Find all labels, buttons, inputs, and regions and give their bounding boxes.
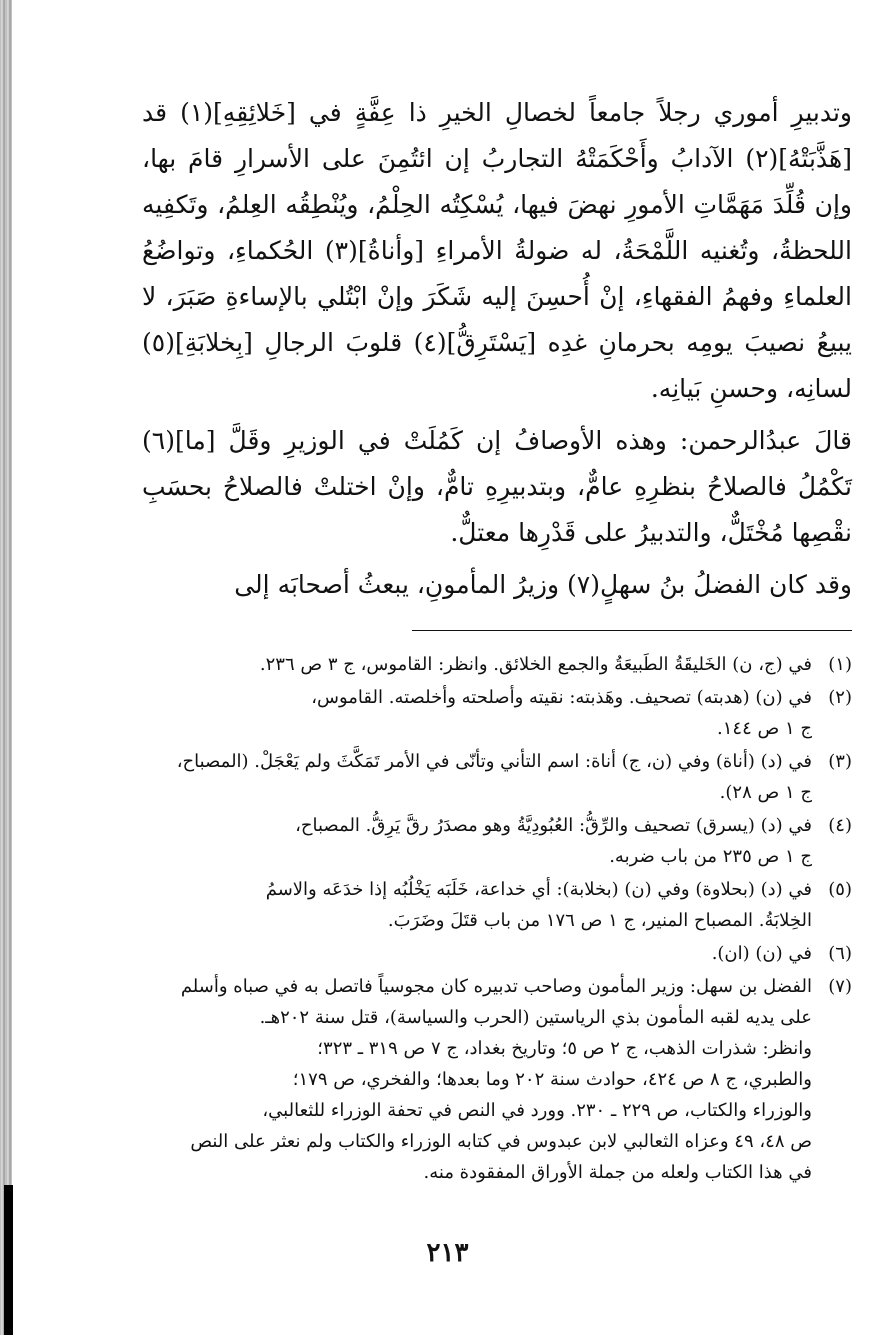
footnote-text: في (د) (يسرق) تصحيف والرِّقُّ: العُبُودِيَّةُ وهو مصدَرُ رقَّ يَرِقُّ. المصباح، [295,815,812,836]
footnotes-list [142,649,852,1188]
paragraph-2: قالَ عبدُالرحمن: وهذه الأوصافُ إن كَمُلَتْ في الوزيرِ وقَلَّ [ما](٦) تَكْمُلُ فالصلاحُ بنظرِهِ عامٌّ، وبتدبيرِهِ تامٌّ، وإنْ اختلتْ فالصلاحُ بحسَبِ نقْصِها مُخْتَلٌّ، والتدبيرُ على قَدْرِها معتلٌّ. [142,426,852,547]
footnote-7 [142,971,852,1188]
main-text [142,90,852,608]
footnote-text: الفضل بن سهل: وزير المأمون وصاحب تدبيره كان مجوسياً فاتصل به في صباه وأسلم [180,976,812,997]
footnote-text: في (د) (بحلاوة) وفي (ن) (بخلابة): أي خداعة، خَلَبَه يَخْلُبُه إذا خدَعَه والاسمُ [265,879,812,900]
paragraph-3: وقد كان الفضلُ بنُ سهلٍ(٧) وزيرُ المأمونِ، يبعثُ أصحابَه إلى [234,570,852,599]
footnote-text: ج ١ ص ٢٣٥ من باب ضربه. [609,846,812,867]
footnote-number: (٣) [828,751,852,772]
footnote-number: (٤) [828,815,852,836]
page-binding-edge [0,0,12,1335]
footnote-text: في (ن) (ان). [711,943,812,964]
footnote-text: في (د) (أناة) وفي (ن، ج) أناة: اسم التأني وتأنّى في الأمر تَمَكَّثَ ولم يَعْجَلْ. (المصباح، [176,751,812,772]
footnote-text: ص ٤٨، ٤٩ وعزاه الثعالبي لابن عبدوس في كتابه الوزراء والكتاب ولم نعثر على النص [190,1131,812,1152]
paragraph-1: وتدبيرِ أموري رجلاً جامعاً لخصالِ الخيرِ ذا عِفَّةٍ في [خَلائِقِهِ](١) قد [هَذَّبَتْهُ](٢) الآدابُ وأَحْكَمَتْهُ التجاربُ إن ائتُمِنَ على الأسرارِ قامَ بها، وإن قُلِّدَ مَهَمَّاتِ الأمورِ نهضَ فيها، يُسْكِتُه الحِلْمُ، ويُنْطِقُه العِلمُ، وتَكفِيه اللحظةُ، وتُغنيه اللَّمْحَةُ، له ضولةُ الأمراءِ [وأناةُ](٣) الحُكماءِ، وتواضُعُ العلماءِ وفهمُ الفقهاءِ، إنْ أُحسِنَ إليه شَكَرَ وإنْ ابْتُلي بالإساءةِ صَبَرَ، لا يبيعُ نصيبَ يومِه بحرمانِ غدِه [يَسْتَرِقُّ](٤) قلوبَ الرجالِ [بِخلابَةِ](٥) لسانِه، وحسنِ بَيانِه. [142,98,853,403]
footnote-4 [142,810,852,872]
page-content [142,90,852,1190]
footnote-text: في هذا الكتاب ولعله من جملة الأوراق المفقودة منه. [423,1162,812,1183]
page-number: ٢١٣ [426,1238,469,1268]
footnote-2 [142,682,852,744]
footnote-text: وانظر: شذرات الذهب، ج ٢ ص ٥؛ وتاريخ بغداد، ج ٧ ص ٣١٩ ـ ٣٢٣؛ [317,1038,812,1059]
footnote-text: والطبري، ج ٨ ص ٤٢٤، حوادث سنة ٢٠٢ وما بعدها؛ والفخري، ص ١٧٩؛ [292,1069,812,1090]
footnote-3 [142,746,852,808]
footnote-number: (٢) [828,687,852,708]
footnote-5 [142,874,852,936]
footnote-text: والوزراء والكتاب، ص ٢٢٩ ـ ٢٣٠. وورد في النص في تحفة الوزراء للثعالبي، [262,1100,812,1121]
footnote-6 [142,938,852,969]
footnote-1 [142,649,852,680]
footnote-text: على يديه لقبه المأمون بذي الرياستين (الحرب والسياسة)، قتل سنة ٢٠٢هـ. [259,1007,812,1028]
footnote-text: الخِلابَةُ. المصباح المنير، ج ١ ص ١٧٦ من باب قتَلَ وضَرَبَ. [387,910,812,931]
footnote-text: ج ١ ص ١٤٤. [717,718,812,739]
footnote-separator [412,630,852,631]
footnote-text: في (ن) (هدبته) تصحيف. وهَذبته: نقيته وأصلحته وأخلصته. القاموس، [311,687,812,708]
footnote-number: (٧) [828,976,852,997]
footnote-number: (٦) [828,943,852,964]
footnote-number: (٥) [828,879,852,900]
footnote-text: في (ج، ن) الخَليقَةُ الطَبيعَةُ والجمع الخلائق. وانظر: القاموس، ج ٣ ص ٢٣٦. [259,654,812,675]
footnote-number: (١) [828,654,852,675]
footnote-text: ج ١ ص ٢٨). [719,782,812,803]
